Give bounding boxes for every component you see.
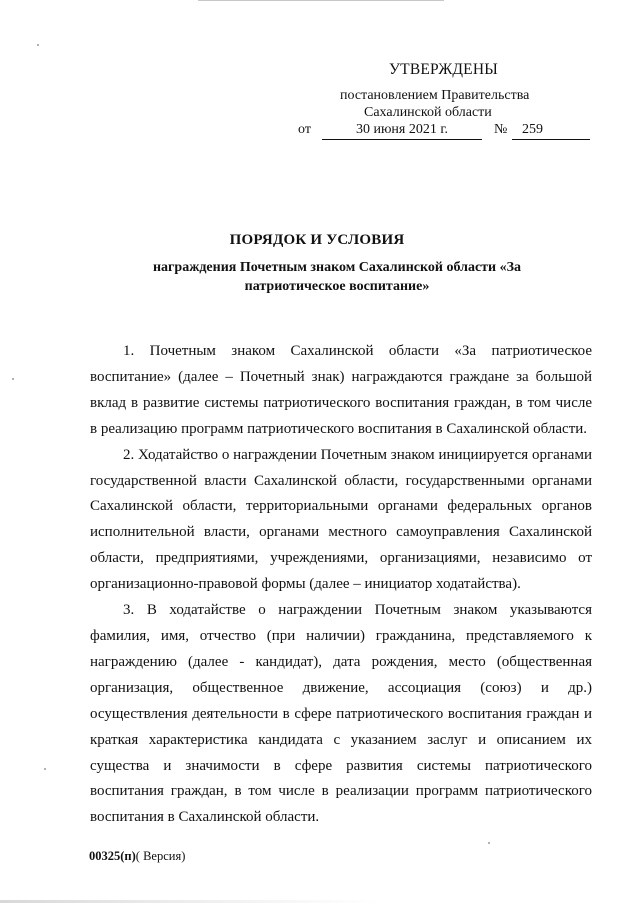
paragraph-2: 2. Ходатайство о награждении Почетным знаком инициируется органами государственной власти Сахалинской области, государственными органами Сахалинской области, территориальными органами федеральных органов исполнительной власти, органами местного самоуправления Сахалинской области, предприятиями, учреждениями, организациями, независимо от организационно-правовой формы (далее – инициатор ходатайства). bbox=[90, 446, 592, 593]
approval-line-1: постановлением Правительства bbox=[340, 88, 530, 103]
scan-speck bbox=[12, 378, 14, 380]
approval-date-row bbox=[298, 122, 590, 142]
paragraph-3: 3. В ходатайстве о награждении Почетным знаком указываются фамилия, имя, отчество (при наличии) гражданина, представляемого к награждению (далее - кандидат), дата рождения, место (общественная организация, общественное движение, ассоциация (союз) и др.) осуществления деятельности в сфере патриотического воспитания граждан и краткая характеристика кандидата с указанием заслуг и описанием их существа и значимости в сфере развития системы патриотического воспитания граждан, в том числе в реализации программ патриотического воспитания в Сахалинской области. bbox=[90, 602, 592, 826]
document-body bbox=[90, 339, 592, 831]
footer-code bbox=[89, 849, 185, 864]
document-title: ПОРЯДОК И УСЛОВИЯ bbox=[229, 232, 405, 248]
document-version: ( Версия) bbox=[135, 849, 186, 863]
from-label: от bbox=[298, 122, 311, 137]
number-label: № bbox=[494, 122, 508, 137]
document-code: 00325(п) bbox=[89, 849, 136, 863]
document-subtitle: награждения Почетным знаком Сахалинской области «За патриотическое воспитание» bbox=[152, 260, 521, 294]
scan-speck bbox=[37, 44, 39, 46]
approval-date: 30 июня 2021 г. bbox=[322, 122, 482, 140]
approval-title: УТВЕРЖДЕНЫ bbox=[389, 61, 498, 78]
approval-number: 259 bbox=[512, 122, 590, 140]
approval-line-2: Сахалинской области bbox=[364, 105, 492, 120]
scan-edge-smudge bbox=[0, 900, 634, 903]
scan-speck bbox=[44, 768, 46, 770]
scan-edge-line bbox=[198, 0, 444, 1]
scan-speck bbox=[488, 842, 490, 844]
paragraph-1: 1. Почетным знаком Сахалинской области «За патриотическое воспитание» (далее – Почетный знак) награждаются граждане за большой вклад в развитие системы патриотического воспитания граждан, в том числе в реализацию программ патриотического воспитания в Сахалинской области. bbox=[90, 343, 592, 437]
